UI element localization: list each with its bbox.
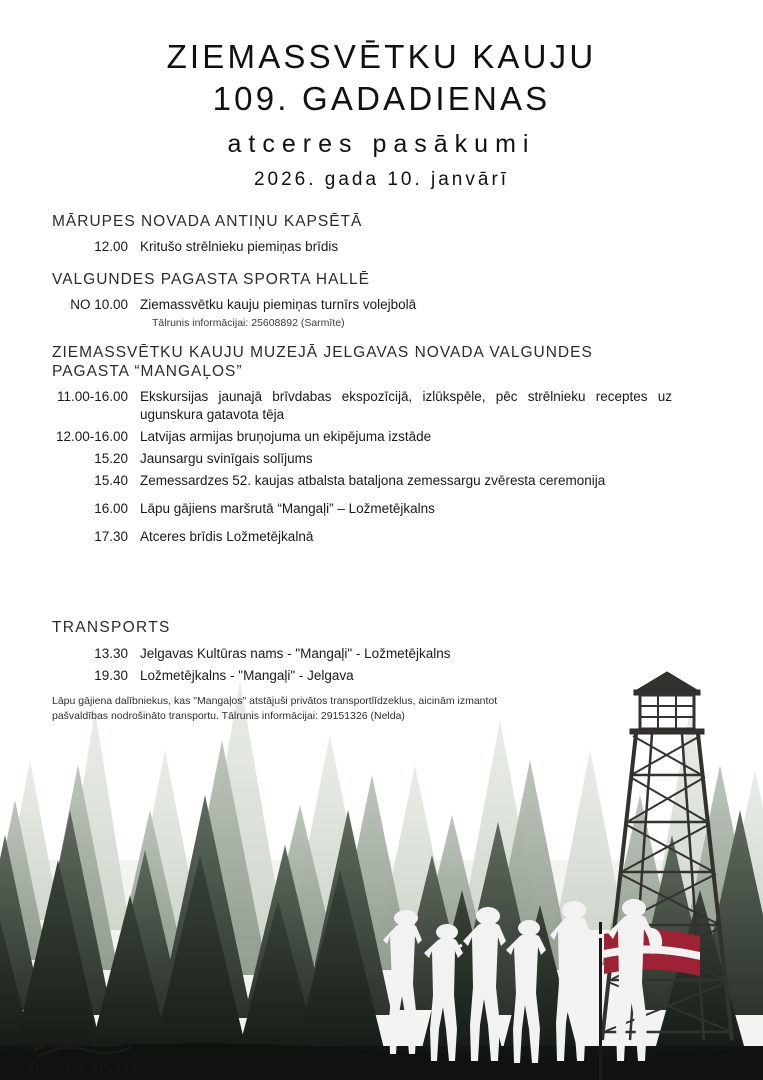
schedule-time: 17.30: [94, 528, 128, 544]
section-heading: VALGUNDES PAGASTA SPORTA HALLĒ: [52, 270, 370, 288]
schedule-row: [52, 500, 672, 518]
poster-header: [0, 36, 763, 191]
schedule-description: Ziemassvētku kauju piemiņas turnīrs volejbolā: [140, 296, 417, 312]
logo-mark-icon: [24, 1031, 144, 1059]
schedule-row: [52, 528, 672, 546]
schedule-row: [52, 238, 672, 256]
page-subtitle: atceres pasākumi: [227, 130, 536, 159]
page-title-line-1: ZIEMASSVĒTKU KAUJU: [166, 38, 597, 75]
schedule-time: NO 10.00: [70, 296, 128, 312]
schedule-row: [52, 472, 672, 490]
schedule-row: [52, 450, 672, 468]
program-schedule: [52, 212, 672, 560]
transport-time: 13.30: [94, 645, 128, 661]
schedule-time: 15.40: [94, 473, 128, 489]
schedule-row: [52, 296, 672, 314]
program-block: [52, 270, 672, 329]
schedule-description: Atceres brīdis Ložmetējkalnā: [140, 528, 314, 544]
schedule-time: 15.20: [94, 451, 128, 467]
transport-description: Ložmetējkalns - "Mangaļi" - Jelgava: [140, 667, 354, 683]
transport-row: [52, 667, 672, 685]
section-heading: MĀRUPES NOVADA ANTIŅU KAPSĒTĀ: [52, 213, 363, 230]
transport-description: Jelgavas Kultūras nams - "Mangaļi" - Ložmetējkalns: [140, 645, 451, 661]
schedule-note: Tālrunis informācijai: 25608892 (Sarmīte): [152, 316, 345, 329]
schedule-description: Latvijas armijas bruņojuma un ekipējuma izstāde: [140, 429, 432, 445]
transport-heading: TRANSPORTS: [52, 619, 171, 636]
schedule-description: Lāpu gājiens maršrutā “Mangaļi” – Ložmetējkalns: [140, 500, 435, 516]
program-block: [52, 343, 672, 546]
event-date: 2026. gada 10. janvārī: [253, 169, 510, 191]
program-block: [52, 212, 672, 256]
transport-time: 19.30: [94, 667, 128, 683]
schedule-description: Zemessardzes 52. kaujas atbalsta bataljona zemessargu zvēresta ceremonija: [140, 473, 606, 489]
jelgavas-novads-logo: [14, 1031, 154, 1074]
schedule-time: 16.00: [94, 500, 128, 516]
schedule-time: 12.00: [94, 238, 128, 254]
schedule-time: 11.00-16.00: [56, 389, 128, 405]
schedule-description: Ekskursijas jaunajā brīvdabas ekspozīcijā, izlūkspēle, pēc strēlnieku receptes uz ugunskura gatavota tēja: [140, 389, 672, 423]
schedule-description: Kritušo strēlnieku piemiņas brīdis: [140, 238, 339, 254]
section-heading: ZIEMASSVĒTKU KAUJU MUZEJĀ JELGAVAS NOVADA VALGUNDES PAGASTA “MANGAĻOS”: [52, 343, 593, 381]
schedule-row: [52, 428, 672, 446]
transport-note: Lāpu gājiena dalībniekus, kas "Mangaļos" atstājuši privātos transportlīdzeklus, aicinām izmantot pašvaldības nodrošināto transportu. Tālrunis informācijai: 29151326 (Nelda): [52, 694, 498, 722]
transport-row: [52, 645, 672, 663]
schedule-row: [52, 388, 672, 424]
schedule-time: 12.00-16.00: [55, 429, 128, 445]
transport-section: [52, 618, 672, 724]
logo-label: JELGAVAS NOVADS: [29, 1065, 139, 1074]
page-title-line-2: 109. GADADIENAS: [212, 80, 551, 118]
schedule-description: Jaunsargu svinīgais solījums: [140, 451, 313, 467]
